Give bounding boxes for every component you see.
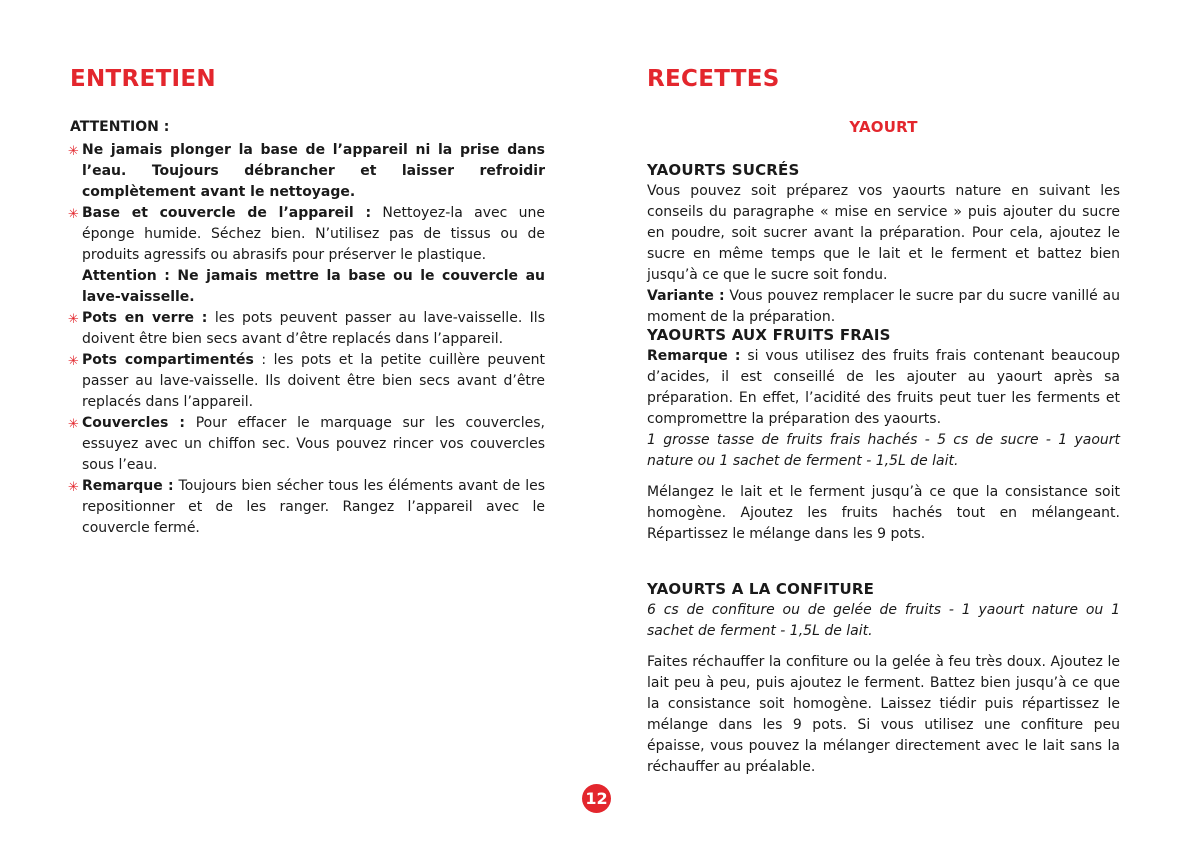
sweet-yogurts-section [647,160,1120,328]
asterisk-icon: ✳ [68,207,79,222]
ingredients: 1 grosse tasse de fruits frais hachés - 5 cs de sucre - 1 yaourt nature ou 1 sachet de ferment - 1,5L de lait. [647,432,1120,469]
list-item: ✳ Remarque : Toujours bien sécher tous les éléments avant de les repositionner et de les ranger. Rangez l’appareil avec le couvercle fermé. [68,478,545,536]
ingredients: 6 cs de confiture ou de gelée de fruits - 1 yaourt nature ou 1 sachet de ferment - 1,5L de lait. [647,602,1120,639]
list-item: ✳ Pots compartimentés : les pots et la petite cuillère peuvent passer au lave-vaisselle. Ils doivent être bien secs avant d’être replacés dans l’appareil. [68,352,545,410]
maintenance-list [70,140,545,539]
method-paragraph: Mélangez le lait et le ferment jusqu’à ce que la consistance soit homogène. Ajoutez les fruits hachés tout en mélangeant. Répartissez le mélange dans les 9 pots. [647,484,1120,542]
method-paragraph: Faites réchauffer la confiture ou la gelée à feu très doux. Ajoutez le lait peu à peu, puis ajoutez le ferment. Battez bien jusqu’à ce que la consistance soit homogène. Laissez tiédir puis répartissez le mélange dans les 9 pots. Si vous utilisez une confiture peu épaisse, vous pouvez la mélanger directement avec le lait sans la réchauffer au préalable. [647,654,1120,775]
asterisk-icon: ✳ [68,354,79,369]
list-item: ✳ Ne jamais plonger la base de l’appareil ni la prise dans l’eau. Toujours débrancher et laisser refroidir complètement avant le nettoyage. [68,142,545,200]
variant-paragraph: Variante : Vous pouvez remplacer le sucre par du sucre vanillé au moment de la préparation. [647,288,1120,325]
attention-label: ATTENTION : [70,119,170,135]
asterisk-icon: ✳ [68,417,79,432]
section-title: YAOURTS A LA CONFITURE [647,580,875,598]
maintenance-title: ENTRETIEN [70,66,216,92]
section-title: YAOURTS SUCRÉS [647,161,800,179]
list-item: ✳ Pots en verre : les pots peuvent passer au lave-vaisselle. Ils doivent être bien secs avant d’être replacés dans l’appareil. [68,310,545,347]
remark-paragraph: Remarque : si vous utilisez des fruits frais contenant beaucoup d’acides, il est conseillé de les ajouter au yaourt après sa préparation. En effet, l’acidité des fruits peut tuer les ferments et compromettre la préparation des yaourts. [647,348,1120,427]
list-item: ✳ Base et couvercle de l’appareil : Nettoyez-la avec une éponge humide. Séchez bien. N’utilisez pas de tissus ou de produits agressifs ou abrasifs pour préserver le plastique. Attention : Ne jamais mettre la base ou le couvercle au lave-vaisselle. [70,203,545,308]
recipes-title: RECETTES [647,66,780,92]
list-item: ✳ Couvercles : Pour effacer le marquage sur les couvercles, essuyez avec un chiffon sec. Vous pouvez rincer vos couvercles sous l’eau. [68,415,545,473]
section-title: YAOURTS AUX FRUITS FRAIS [647,326,891,344]
asterisk-icon: ✳ [68,480,79,495]
asterisk-icon: ✳ [68,312,79,327]
page-number: 12 [582,784,611,813]
yogurt-subtitle: YAOURT [849,118,918,136]
paragraph: Vous pouvez soit préparez vos yaourts nature en suivant les conseils du paragraphe « mise en service » puis ajouter du sucre en poudre, soit sucrer avant la préparation. Pour cela, ajoutez le sucre en même temps que le lait et le ferment et battez bien jusqu’à ce que le sucre soit fondu. [647,183,1120,283]
warning-note: Attention : Ne jamais mettre la base ou le couvercle au lave-vaisselle. [82,268,545,305]
jam-yogurts-section [647,579,1120,778]
fresh-fruit-section [647,325,1120,545]
asterisk-icon: ✳ [68,144,79,159]
